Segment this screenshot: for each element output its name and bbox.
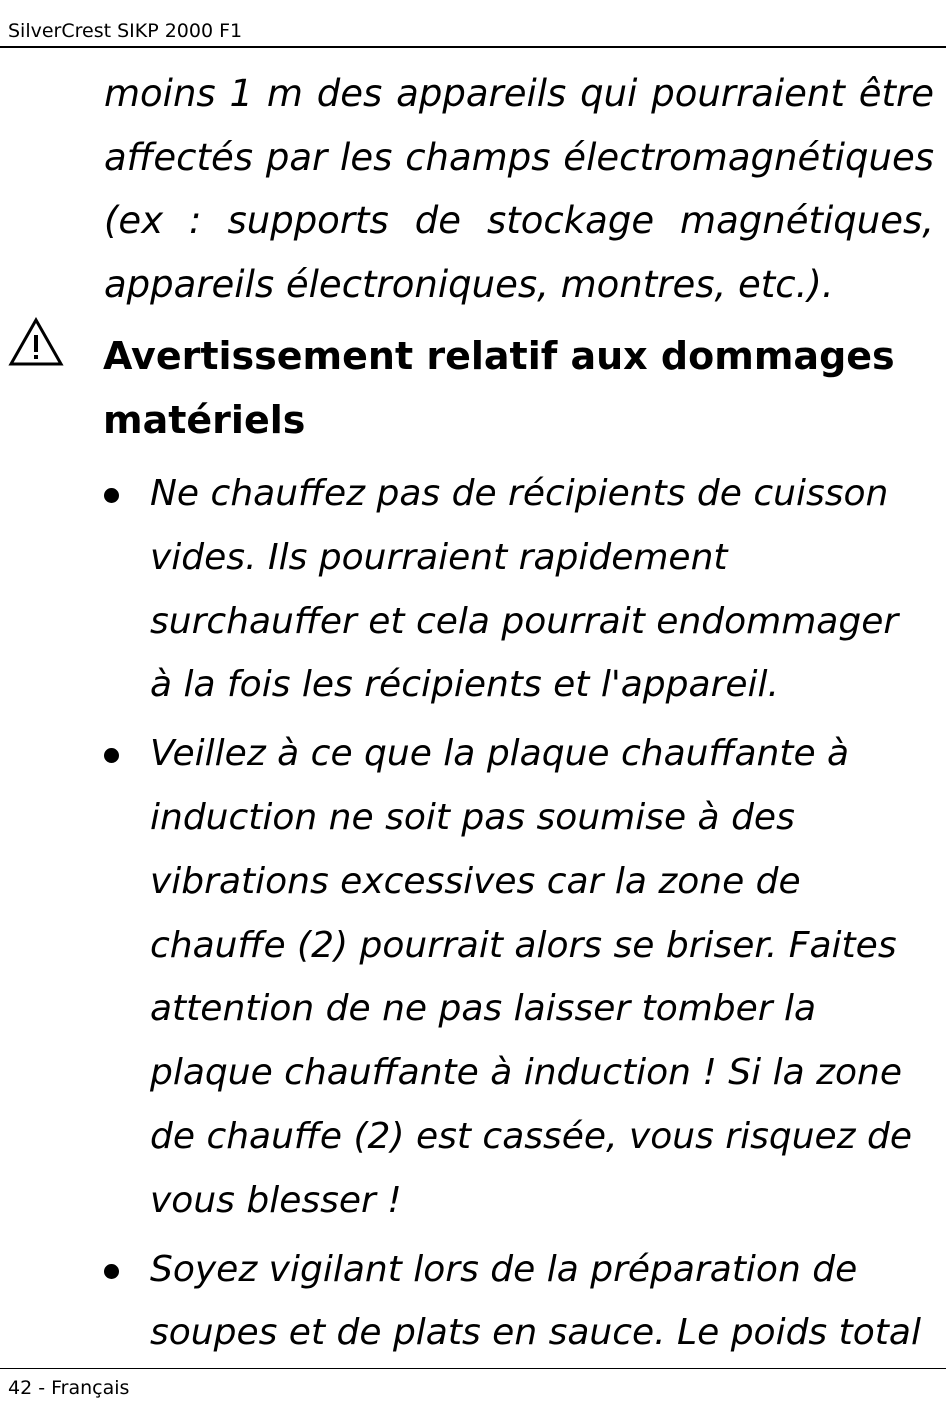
warning-list [0, 462, 950, 1370]
bullet-icon [104, 488, 119, 503]
bullet-icon [104, 748, 119, 763]
warning-triangle-icon [8, 317, 64, 367]
bullet-icon [104, 1264, 119, 1279]
list-item [0, 462, 925, 717]
list-item [0, 1238, 925, 1366]
list-item-text: Veillez à ce que la plaque chauffante à induction ne soit pas soumise à des vibrations excessives car la zone de chauffe (2) pourrait alors se briser. Faites attention de ne pas laisser tomber la plaque chauffante à induction ! Si la zone de chauffe (2) est cassée, vous risquez de vous blesser ! [150, 733, 913, 1221]
footer-divider [0, 1368, 946, 1369]
section-heading: Avertissement relatif aux dommages matériels [103, 334, 895, 442]
header-divider [0, 46, 946, 48]
list-item-text: Soyez vigilant lors de la préparation de soupes et de plats en sauce. Le poids total [150, 1248, 921, 1354]
page-footer: 42 - Français [8, 1377, 130, 1399]
list-item-text: Ne chauffez pas de récipients de cuisson vides. Ils pourraient rapidement surchauffer et cela pourrait endommager à la fois les récipients et l'appareil. [150, 473, 899, 706]
intro-paragraph [104, 62, 934, 316]
running-header: SilverCrest SIKP 2000 F1 [8, 20, 243, 42]
intro-text: moins 1 m des appareils qui pourraient être affectés par les champs électromagnétiques (ex : supports de stockage magnétiques, appareils électroniques, montres, etc.). [104, 72, 934, 306]
list-item [0, 722, 925, 1232]
